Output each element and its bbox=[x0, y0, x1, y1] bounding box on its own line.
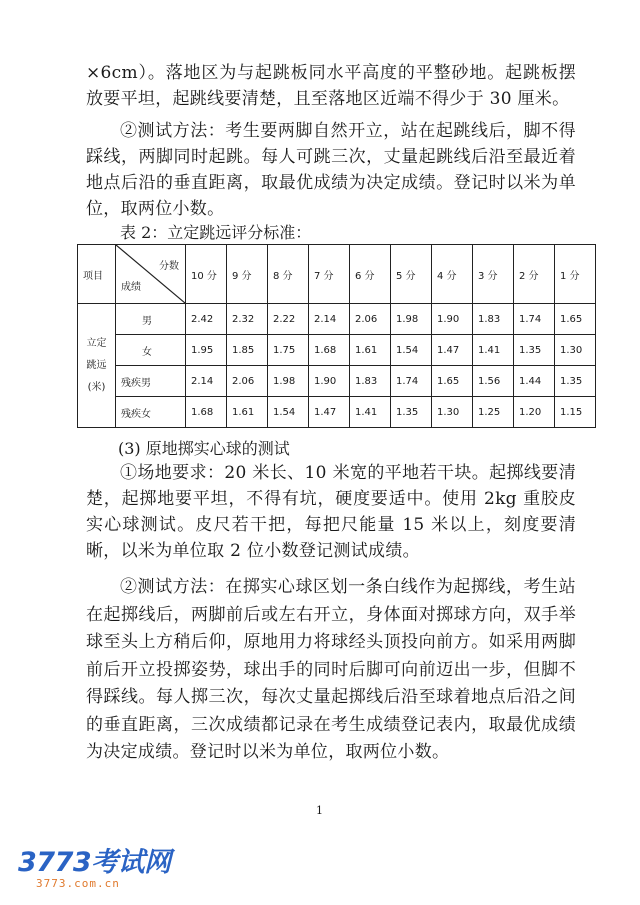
header-score: 4 分 bbox=[432, 245, 473, 304]
table-cell: 1.56 bbox=[473, 366, 514, 397]
table-cell: 1.65 bbox=[432, 366, 473, 397]
table-cell: 1.35 bbox=[514, 335, 555, 366]
table-cell: 1.83 bbox=[350, 366, 391, 397]
logo-url: 3773.com.cn bbox=[36, 877, 120, 890]
table-cell: 2.42 bbox=[186, 304, 227, 335]
section-title: (3) 原地掷实心球的测试 bbox=[118, 439, 290, 458]
header-score: 8 分 bbox=[268, 245, 309, 304]
header-item-label: 项目 bbox=[78, 245, 116, 304]
table-caption: 表 2：立定跳远评分标准： bbox=[120, 223, 312, 242]
header-diagonal-cell bbox=[116, 245, 186, 304]
table-cell: 1.35 bbox=[391, 397, 432, 428]
group-label: 残疾男 bbox=[116, 366, 186, 397]
table-row bbox=[78, 304, 596, 335]
header-result-label: 成绩 bbox=[121, 282, 141, 293]
item-name-line: (米) bbox=[87, 381, 106, 393]
table-cell: 1.41 bbox=[350, 397, 391, 428]
page-number: 1 bbox=[316, 804, 323, 817]
table-cell: 2.14 bbox=[309, 304, 350, 335]
table-cell: 1.35 bbox=[555, 366, 596, 397]
table-row bbox=[78, 366, 596, 397]
table-header-row bbox=[78, 245, 596, 304]
table-cell: 1.15 bbox=[555, 397, 596, 428]
table-cell: 1.30 bbox=[555, 335, 596, 366]
table-row bbox=[78, 335, 596, 366]
table-cell: 2.06 bbox=[350, 304, 391, 335]
scoring-table bbox=[77, 244, 596, 428]
table-cell: 1.83 bbox=[473, 304, 514, 335]
watermark-logo bbox=[18, 840, 171, 890]
header-score: 5 分 bbox=[391, 245, 432, 304]
logo-text: 3773考试网 bbox=[18, 847, 171, 878]
table-cell: 1.44 bbox=[514, 366, 555, 397]
table-cell: 2.06 bbox=[227, 366, 268, 397]
table-cell: 1.68 bbox=[309, 335, 350, 366]
header-score: 10 分 bbox=[186, 245, 227, 304]
header-score: 9 分 bbox=[227, 245, 268, 304]
header-score: 3 分 bbox=[473, 245, 514, 304]
table-cell: 1.41 bbox=[473, 335, 514, 366]
item-name-cell bbox=[78, 304, 116, 428]
table-cell: 1.95 bbox=[186, 335, 227, 366]
diagonal-line bbox=[116, 245, 185, 303]
group-label: 女 bbox=[116, 335, 186, 366]
paragraph-field-requirements: ①场地要求：20 米长、10 米宽的平地若干块。起掷线要清楚，起掷地要平坦，不得有坑，硬度要适中。使用 2kg 重胶皮实心球测试。皮尺若干把，每把尺能量 15 米以上，刻度要清晰，以米为单位取 2 位小数登记测试成绩。 bbox=[86, 463, 576, 561]
table-cell: 1.85 bbox=[227, 335, 268, 366]
table-row bbox=[78, 397, 596, 428]
table-cell: 1.47 bbox=[432, 335, 473, 366]
group-label: 残疾女 bbox=[116, 397, 186, 428]
table-cell: 2.14 bbox=[186, 366, 227, 397]
table-cell: 1.61 bbox=[227, 397, 268, 428]
paragraph-jump-test-method: ②测试方法：考生要两脚自然开立，站在起跳线后，脚不得踩线，两脚同时起跳。每人可跳三次，丈量起跳线后沿至最近着地点后沿的垂直距离，取最优成绩为决定成绩。登记时以米为单位，取两位小数。 bbox=[86, 121, 576, 219]
table-cell: 1.54 bbox=[268, 397, 309, 428]
item-name-line: 跳远 bbox=[86, 359, 107, 371]
table-cell: 1.25 bbox=[473, 397, 514, 428]
header-score: 2 分 bbox=[514, 245, 555, 304]
table-cell: 1.30 bbox=[432, 397, 473, 428]
table-cell: 1.47 bbox=[309, 397, 350, 428]
table-cell: 1.98 bbox=[268, 366, 309, 397]
table-cell: 1.74 bbox=[514, 304, 555, 335]
header-score: 6 分 bbox=[350, 245, 391, 304]
table-cell: 1.65 bbox=[555, 304, 596, 335]
table-cell: 1.68 bbox=[186, 397, 227, 428]
header-score: 7 分 bbox=[309, 245, 350, 304]
header-score-label: 分数 bbox=[159, 261, 179, 272]
paragraph-landing-area: ×6cm）。落地区为与起跳板同水平高度的平整砂地。起跳板摆放要平坦，起跳线要清楚，且至落地区近端不得少于 30 厘米。 bbox=[86, 63, 576, 109]
table-cell: 1.20 bbox=[514, 397, 555, 428]
paragraph-throw-test-method: ②测试方法：在掷实心球区划一条白线作为起掷线，考生站在起掷线后，两脚前后或左右开立，身体面对掷球方向，双手举球至头上方稍后仰，原地用力将球经头顶投向前方。如采用两脚前后开立投掷姿势，球出手的同时后脚可向前迈出一步，但脚不得踩线。每人掷三次，每次丈量起掷线后沿至球着地点后沿之间的垂直距离，三次成绩都记录在考生成绩登记表内，取最优成绩为决定成绩。登记时以米为单位，取两位小数。 bbox=[86, 577, 576, 762]
table-cell: 1.75 bbox=[268, 335, 309, 366]
table-cell: 1.98 bbox=[391, 304, 432, 335]
header-score: 1 分 bbox=[555, 245, 596, 304]
table-cell: 2.22 bbox=[268, 304, 309, 335]
table-cell: 1.54 bbox=[391, 335, 432, 366]
table-cell: 1.74 bbox=[391, 366, 432, 397]
table-cell: 2.32 bbox=[227, 304, 268, 335]
item-name-line: 立定 bbox=[86, 337, 107, 349]
table-cell: 1.90 bbox=[432, 304, 473, 335]
table-cell: 1.61 bbox=[350, 335, 391, 366]
table-cell: 1.90 bbox=[309, 366, 350, 397]
group-label: 男 bbox=[116, 304, 186, 335]
